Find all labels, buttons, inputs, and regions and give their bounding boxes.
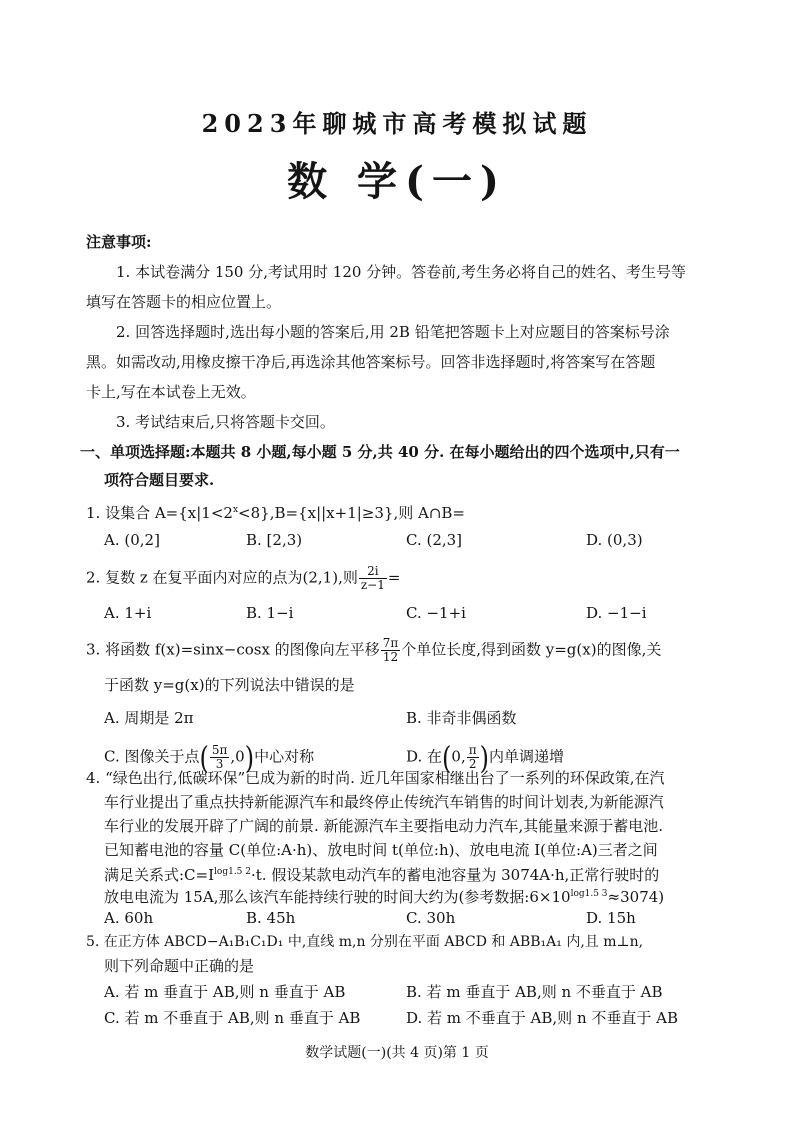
- exam-title: 2023年聊城市高考模拟试题: [201, 109, 593, 138]
- q1-option-c: C. (2,3]: [406, 531, 463, 549]
- notice-line-5: 卡上,写在本试卷上无效。: [86, 383, 256, 401]
- q3-option-b: B. 非奇非偶函数: [406, 709, 517, 727]
- q4-option-c: C. 30h: [406, 909, 456, 927]
- q1-option-d: D. (0,3): [586, 531, 643, 549]
- question-5-line-1: 5. 在正方体 ABCD−A₁B₁C₁D₁ 中,直线 m,n 分别在平面 ABCD 和 ABB₁A₁ 内,且 m⊥n,: [86, 934, 644, 950]
- q2-option-c: C. −1+i: [406, 604, 466, 622]
- q3-option-d: D. 在(0, $\frac{\pi}{2}$ )内单调递增: [406, 739, 564, 776]
- section-heading-2: 项符合题目要求.: [104, 471, 215, 489]
- question-4-line-2: 车行业提出了重点扶持新能源汽车和最终停止传统汽车销售的时间计划表,为新能源汽: [104, 793, 664, 811]
- q5-option-a: A. 若 m 垂直于 AB,则 n 垂直于 AB: [104, 983, 346, 1001]
- notice-line-3: 2. 回答选择题时,选出每小题的答案后,用 2B 铅笔把答题卡上对应题目的答案标号涂: [116, 323, 670, 341]
- subject-title: 数 学(一): [287, 158, 507, 205]
- q4-option-d: D. 15h: [586, 909, 636, 927]
- notice-line-4: 黑。如需改动,用橡皮擦干净后,再选涂其他答案标号。回答非选择题时,将答案写在答题: [86, 353, 656, 371]
- q4-option-a: A. 60h: [104, 909, 154, 927]
- question-3-stem-2: 于函数 y=g(x)的下列说法中错误的是: [104, 676, 355, 694]
- q2-option-b: B. 1−i: [246, 604, 294, 622]
- notice-line-1: 1. 本试卷满分 150 分,考试用时 120 分钟。答卷前,考生务必将自己的姓名、考生号等: [116, 263, 686, 281]
- notice-line-6: 3. 考试结束后,只将答题卡交回。: [116, 413, 335, 431]
- q5-option-b: B. 若 m 垂直于 AB,则 n 不垂直于 AB: [406, 983, 663, 1001]
- q5-option-d: D. 若 m 不垂直于 AB,则 n 不垂直于 AB: [406, 1009, 679, 1027]
- page-footer: 数学试题(一)(共 4 页)第 1 页: [305, 1045, 489, 1061]
- q2-option-a: A. 1+i: [104, 604, 152, 622]
- q2-fraction: $\frac{2i}{z-1}$: [360, 564, 385, 592]
- question-3-stem: 3. 将函数 f(x)=sinx−cosx 的图像向左平移 $\frac{7\pi}{12}$ 个单位长度,得到函数 y=g(x)的图像,关: [86, 636, 662, 664]
- question-4-line-3: 车行业的发展开辟了广阔的前景. 新能源汽车主要指电动力汽车,其能量来源于蓄电池.: [104, 817, 664, 835]
- q3-option-a: A. 周期是 2π: [104, 709, 194, 727]
- notice-line-2: 填写在答题卡的相应位置上。: [86, 293, 282, 311]
- notice-heading: 注意事项:: [86, 233, 152, 251]
- q3-fraction: $\frac{7\pi}{12}$: [382, 636, 399, 664]
- q3-option-c: C. 图像关于点( $\frac{5\pi}{3}$ ,0)中心对称: [104, 739, 315, 776]
- question-4-line-1: 4. “绿色出行,低碳环保”已成为新的时尚. 近几年国家相继出台了一系列的环保政策,在汽: [86, 769, 665, 787]
- question-4-line-4: 已知蓄电池的容量 C(单位:A·h)、放电时间 t(单位:h)、放电电流 I(单位:A)三者之间: [104, 841, 658, 859]
- q1-option-b: B. [2,3): [246, 531, 303, 549]
- question-5-line-2: 则下列命题中正确的是: [104, 957, 255, 975]
- q1-option-a: A. (0,2]: [104, 531, 160, 549]
- section-heading: 一、单项选择题:本题共 8 小题,每小题 5 分,共 40 分. 在每小题给出的四个选项中,只有一: [80, 443, 680, 461]
- question-4-line-5: 满足关系式$:C=I^{log1.5 2}\cdot t$. 假设某款电动汽车的蓄电池容量为 3074A·h,正常行驶时的: [104, 866, 660, 884]
- q4-option-b: B. 45h: [246, 909, 296, 927]
- question-4-line-6: 放电电流为 15A,那么该汽车能持续行驶的时间大约为(参考数据$:6\times 10^{log1.5 3}\approx 3074$): [104, 888, 665, 906]
- q2-option-d: D. −1−i: [586, 604, 647, 622]
- q5-option-c: C. 若 m 不垂直于 AB,则 n 垂直于 AB: [104, 1009, 361, 1027]
- question-2-stem: 2. 复数 z 在复平面内对应的点为(2,1),则 $\frac{2i}{z-1}$ =: [86, 564, 401, 592]
- question-1-stem: 1. 设集合 $A=\{x|1<2^x<8\},B=\{x||x+1|\ge 3\}$,则 A∩B=: [86, 504, 465, 522]
